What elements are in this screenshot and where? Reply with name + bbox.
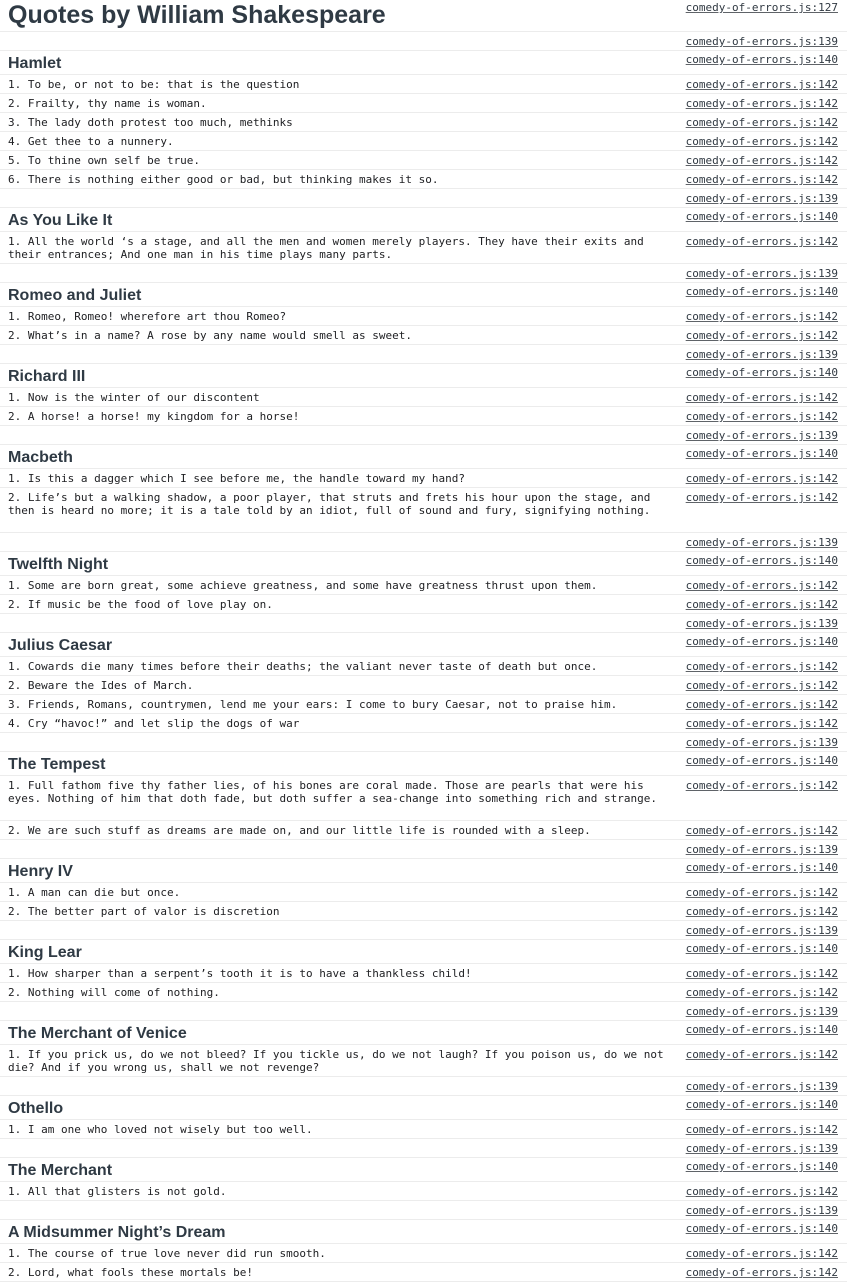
quote-text: 1. The course of true love never did run smooth. (8, 1247, 326, 1260)
play-heading-row (0, 552, 847, 576)
quote-text: 1. All that glisters is not gold. (8, 1185, 227, 1198)
source-link[interactable]: comedy-of-errors.js:139 (685, 1204, 838, 1217)
quote-row (0, 902, 847, 921)
quote-row (0, 821, 847, 840)
quote-row (0, 232, 847, 264)
source-link[interactable]: comedy-of-errors.js:142 (685, 1123, 838, 1136)
source-link[interactable]: comedy-of-errors.js:142 (685, 97, 838, 110)
quote-row (0, 657, 847, 676)
source-link[interactable]: comedy-of-errors.js:142 (685, 391, 838, 404)
quote-text: 2. Lord, what fools these mortals be! (8, 1266, 254, 1279)
source-link[interactable]: comedy-of-errors.js:139 (685, 429, 838, 442)
play-title: The Merchant of Venice (8, 1025, 187, 1042)
source-link[interactable]: comedy-of-errors.js:142 (685, 329, 838, 342)
quote-row (0, 883, 847, 902)
quote-row (0, 113, 847, 132)
source-link[interactable]: comedy-of-errors.js:142 (685, 967, 838, 980)
group-row (0, 733, 847, 752)
quote-row (0, 1045, 847, 1077)
source-link[interactable]: comedy-of-errors.js:142 (685, 779, 838, 792)
quote-text: 4. Get thee to a nunnery. (8, 135, 174, 148)
group-row (0, 1077, 847, 1096)
play-heading-row (0, 1096, 847, 1120)
play-heading-row (0, 940, 847, 964)
group-row (0, 264, 847, 283)
group-row (0, 533, 847, 552)
source-link[interactable]: comedy-of-errors.js:140 (685, 1160, 838, 1173)
source-link[interactable]: comedy-of-errors.js:142 (685, 698, 838, 711)
source-link[interactable]: comedy-of-errors.js:140 (685, 1098, 838, 1111)
quote-text: 1. Romeo, Romeo! wherefore art thou Romeo? (8, 310, 287, 323)
source-link[interactable]: comedy-of-errors.js:139 (685, 192, 838, 205)
quote-text: 1. Some are born great, some achieve greatness, and some have greatness thrust upon them. (8, 579, 598, 592)
quote-text: 1. A man can die but once. (8, 886, 181, 899)
source-link[interactable]: comedy-of-errors.js:140 (685, 754, 838, 767)
quote-text: 1. Cowards die many times before their deaths; the valiant never taste of death but once. (8, 660, 598, 673)
play-title: The Tempest (8, 756, 106, 773)
play-heading-row (0, 1158, 847, 1182)
group-row (0, 345, 847, 364)
quote-text: 1. How sharper than a serpent’s tooth it is to have a thankless child! (8, 967, 472, 980)
source-link[interactable]: comedy-of-errors.js:139 (685, 267, 838, 280)
source-link[interactable]: comedy-of-errors.js:139 (685, 617, 838, 630)
group-row (0, 921, 847, 940)
quote-text: 5. To thine own self be true. (8, 154, 201, 167)
quote-row (0, 326, 847, 345)
quote-text: 1. If you prick us, do we not bleed? If you tickle us, do we not laugh? If you poison us, do we not die? And if you wrong us, shall we not revenge? (8, 1048, 671, 1074)
quote-row (0, 1120, 847, 1139)
group-row (0, 189, 847, 208)
source-link[interactable]: comedy-of-errors.js:142 (685, 717, 838, 730)
quote-row (0, 964, 847, 983)
quote-row (0, 1263, 847, 1282)
play-heading-row (0, 859, 847, 883)
source-link[interactable]: comedy-of-errors.js:140 (685, 447, 838, 460)
quote-row (0, 595, 847, 614)
source-link[interactable]: comedy-of-errors.js:139 (685, 35, 838, 48)
source-link[interactable]: comedy-of-errors.js:142 (685, 905, 838, 918)
play-title: A Midsummer Night’s Dream (8, 1224, 226, 1241)
play-title: Romeo and Juliet (8, 287, 142, 304)
source-link[interactable]: comedy-of-errors.js:139 (685, 843, 838, 856)
quote-row (0, 75, 847, 94)
play-title: Richard III (8, 368, 86, 385)
quote-row (0, 170, 847, 189)
quote-row (0, 1244, 847, 1263)
group-row (0, 614, 847, 633)
play-heading-row (0, 1220, 847, 1244)
quote-text: 6. There is nothing either good or bad, but thinking makes it so. (8, 173, 439, 186)
quote-text: 2. A horse! a horse! my kingdom for a horse! (8, 410, 300, 423)
group-row (0, 840, 847, 859)
play-title: The Merchant (8, 1162, 113, 1179)
source-link[interactable]: comedy-of-errors.js:142 (685, 310, 838, 323)
source-link[interactable]: comedy-of-errors.js:140 (685, 942, 838, 955)
quote-text: 1. Now is the winter of our discontent (8, 391, 260, 404)
quote-row (0, 714, 847, 733)
source-link[interactable]: comedy-of-errors.js:139 (685, 348, 838, 361)
play-heading-row (0, 364, 847, 388)
source-link[interactable]: comedy-of-errors.js:139 (685, 536, 838, 549)
play-title: As You Like It (8, 212, 113, 229)
play-heading-row (0, 445, 847, 469)
quote-row (0, 407, 847, 426)
quote-text: 2. We are such stuff as dreams are made on, and our little life is rounded with a sleep. (8, 824, 591, 837)
quote-row (0, 488, 847, 533)
source-link[interactable]: comedy-of-errors.js:142 (685, 116, 838, 129)
quote-row (0, 776, 847, 821)
quote-row (0, 94, 847, 113)
source-link[interactable]: comedy-of-errors.js:142 (685, 491, 838, 504)
source-link[interactable]: comedy-of-errors.js:140 (685, 285, 838, 298)
source-link[interactable]: comedy-of-errors.js:140 (685, 210, 838, 223)
quote-row (0, 307, 847, 326)
play-title: Hamlet (8, 55, 62, 72)
source-link[interactable]: comedy-of-errors.js:142 (685, 1048, 838, 1061)
play-title: Macbeth (8, 449, 73, 466)
group-row (0, 1201, 847, 1220)
play-heading-row (0, 51, 847, 75)
source-link[interactable]: comedy-of-errors.js:142 (685, 173, 838, 186)
play-heading-row (0, 1021, 847, 1045)
quote-row (0, 388, 847, 407)
page-title: Quotes by William Shakespeare (8, 1, 386, 29)
play-title: Julius Caesar (8, 637, 113, 654)
quote-text: 2. The better part of valor is discretion (8, 905, 280, 918)
source-link[interactable]: comedy-of-errors.js:142 (685, 886, 838, 899)
play-title: Twelfth Night (8, 556, 109, 573)
quote-row (0, 695, 847, 714)
quote-text: 1. Is this a dagger which I see before me, the handle toward my hand? (8, 472, 465, 485)
quote-text: 2. Beware the Ides of March. (8, 679, 194, 692)
quote-text: 1. Full fathom five thy father lies, of his bones are coral made. Those are pearls that were his eyes. Nothing of him that doth fade, but doth suffer a sea-change into something rich and strange. (8, 779, 658, 805)
quote-row (0, 132, 847, 151)
source-link[interactable]: comedy-of-errors.js:140 (685, 1222, 838, 1235)
play-heading-row (0, 208, 847, 232)
source-link[interactable]: comedy-of-errors.js:142 (685, 660, 838, 673)
source-link[interactable]: comedy-of-errors.js:142 (685, 579, 838, 592)
play-title: Othello (8, 1100, 64, 1117)
quote-text: 3. The lady doth protest too much, methinks (8, 116, 293, 129)
source-link[interactable]: comedy-of-errors.js:139 (685, 736, 838, 749)
quote-text: 1. To be, or not to be: that is the question (8, 78, 300, 91)
quote-text: 2. What’s in a name? A rose by any name would smell as sweet. (8, 329, 412, 342)
source-link[interactable]: comedy-of-errors.js:142 (685, 824, 838, 837)
source-link[interactable]: comedy-of-errors.js:142 (685, 235, 838, 248)
source-link[interactable]: comedy-of-errors.js:139 (685, 924, 838, 937)
source-link[interactable]: comedy-of-errors.js:142 (685, 154, 838, 167)
source-link[interactable]: comedy-of-errors.js:142 (685, 679, 838, 692)
quote-text: 4. Cry “havoc!” and let slip the dogs of war (8, 717, 300, 730)
source-link[interactable]: comedy-of-errors.js:140 (685, 554, 838, 567)
source-link[interactable]: comedy-of-errors.js:140 (685, 366, 838, 379)
quote-text: 1. I am one who loved not wisely but too well. (8, 1123, 313, 1136)
source-link[interactable]: comedy-of-errors.js:142 (685, 986, 838, 999)
source-link[interactable]: comedy-of-errors.js:142 (685, 410, 838, 423)
quote-row (0, 676, 847, 695)
quote-text: 2. Frailty, thy name is woman. (8, 97, 207, 110)
source-link[interactable]: comedy-of-errors.js:142 (685, 78, 838, 91)
quote-row (0, 576, 847, 595)
source-link[interactable]: comedy-of-errors.js:140 (685, 1023, 838, 1036)
source-link[interactable]: comedy-of-errors.js:142 (685, 472, 838, 485)
source-link[interactable]: comedy-of-errors.js:142 (685, 598, 838, 611)
quote-row (0, 983, 847, 1002)
play-heading-row (0, 633, 847, 657)
source-link[interactable]: comedy-of-errors.js:139 (685, 1142, 838, 1155)
group-row (0, 32, 847, 51)
quote-row (0, 1182, 847, 1201)
quote-text: 2. Nothing will come of nothing. (8, 986, 220, 999)
quote-text: 1. All the world ‘s a stage, and all the men and women merely players. They have their exits and their entrances; And one man in his time plays many parts. (8, 235, 651, 261)
source-link[interactable]: comedy-of-errors.js:140 (685, 861, 838, 874)
group-row (0, 1002, 847, 1021)
title-row (0, 0, 847, 32)
play-title: King Lear (8, 944, 82, 961)
source-link[interactable]: comedy-of-errors.js:142 (685, 1185, 838, 1198)
source-link[interactable]: comedy-of-errors.js:142 (685, 1247, 838, 1260)
play-title: Henry IV (8, 863, 73, 880)
source-link[interactable]: comedy-of-errors.js:140 (685, 635, 838, 648)
quote-text: 2. If music be the food of love play on. (8, 598, 273, 611)
play-heading-row (0, 752, 847, 776)
group-row (0, 1139, 847, 1158)
source-link[interactable]: comedy-of-errors.js:142 (685, 135, 838, 148)
quote-row (0, 469, 847, 488)
group-row (0, 426, 847, 445)
source-link[interactable]: comedy-of-errors.js:140 (685, 53, 838, 66)
source-link[interactable]: comedy-of-errors.js:142 (685, 1266, 838, 1279)
quote-text: 2. Life’s but a walking shadow, a poor player, that struts and frets his hour upon the stage, and then is heard no more; it is a tale told by an idiot, full of sound and fury, signifying nothing. (8, 491, 658, 517)
source-link[interactable]: comedy-of-errors.js:127 (685, 1, 838, 14)
source-link[interactable]: comedy-of-errors.js:139 (685, 1005, 838, 1018)
play-heading-row (0, 283, 847, 307)
source-link[interactable]: comedy-of-errors.js:139 (685, 1080, 838, 1093)
quote-text: 3. Friends, Romans, countrymen, lend me your ears: I come to bury Caesar, not to praise him. (8, 698, 618, 711)
quote-row (0, 151, 847, 170)
